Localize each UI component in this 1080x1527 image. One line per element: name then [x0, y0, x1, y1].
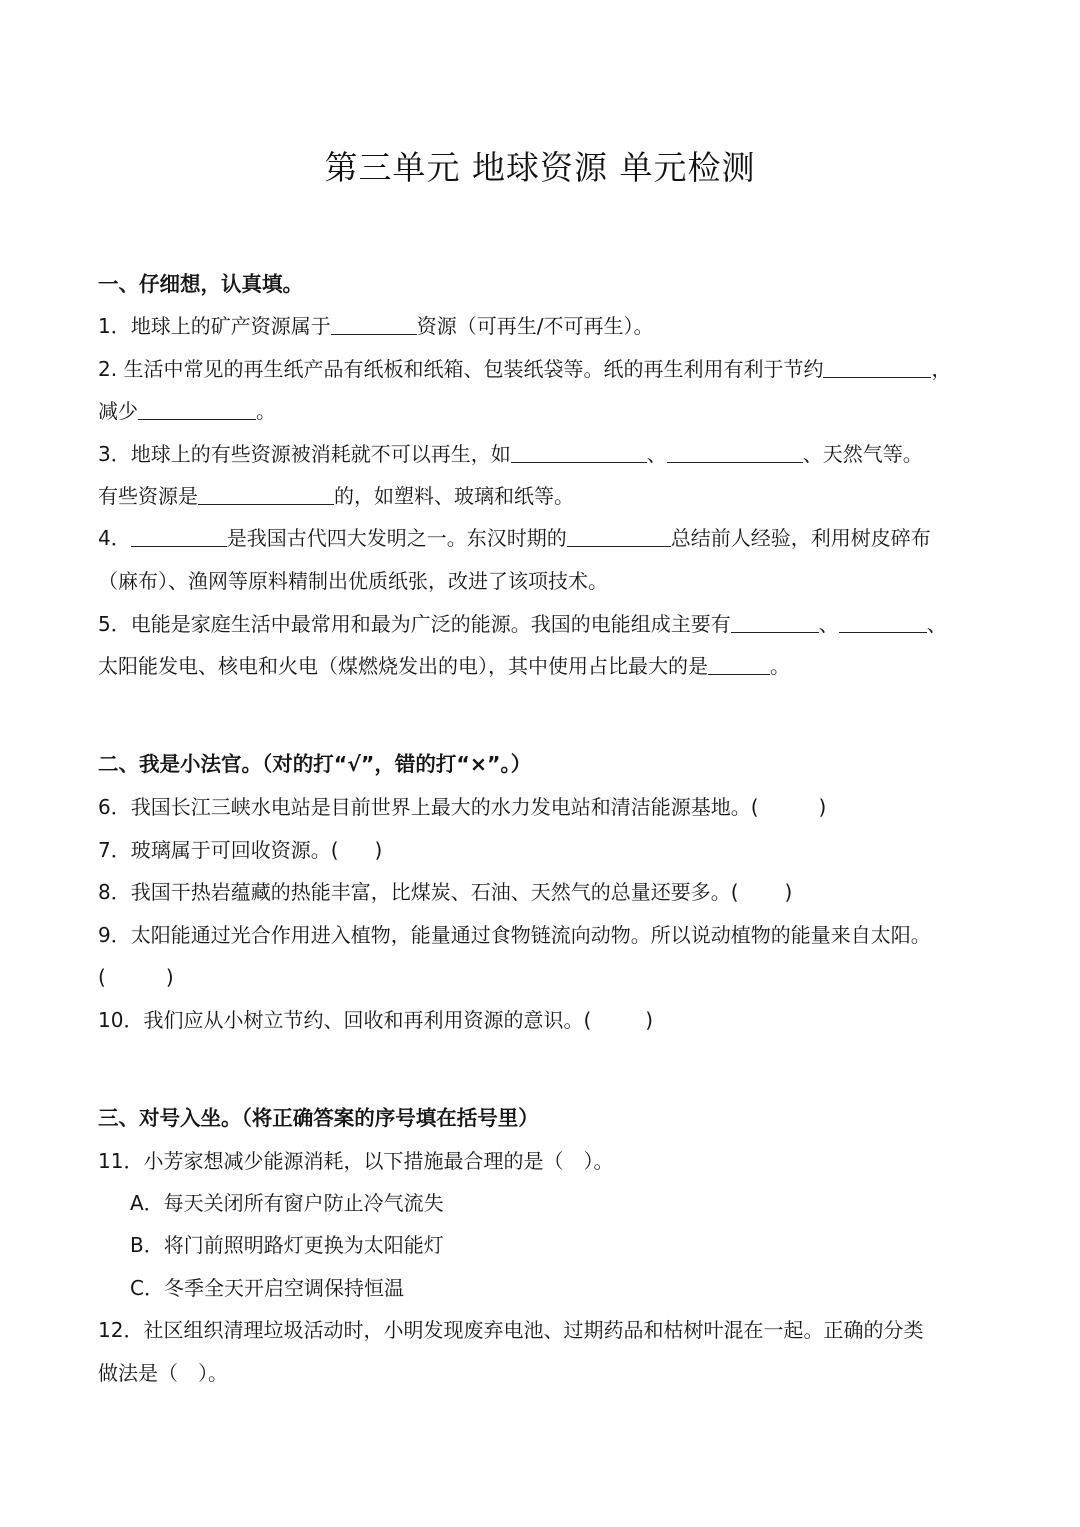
question-5: 5．电能是家庭生活中最常用和最为广泛的能源。我国的电能组成主要有 、 、	[98, 612, 947, 636]
question-9-cont: ( )	[98, 965, 174, 989]
answer-blank[interactable]	[131, 524, 227, 547]
answer-blank[interactable]	[138, 397, 256, 420]
question-12-cont: 做法是（ ）。	[98, 1361, 228, 1385]
option-a[interactable]: A．每天关闭所有窗户防止冷气流失	[130, 1191, 444, 1215]
question-12: 12．社区组织清理垃圾活动时，小明发现废弃电池、过期药品和枯树叶混在一起。正确的分类	[98, 1318, 924, 1342]
question-10: 10．我们应从小树立节约、回收和再利用资源的意识。( )	[98, 1008, 654, 1032]
question-1: 1．地球上的矿产资源属于 资源（可再生/不可再生）。	[98, 314, 654, 338]
option-b[interactable]: B．将门前照明路灯更换为太阳能灯	[130, 1233, 444, 1257]
question-3-cont: 有些资源是 的，如塑料、玻璃和纸等。	[98, 484, 574, 508]
answer-blank[interactable]	[667, 440, 803, 463]
question-6: 6．我国长江三峡水电站是目前世界上最大的水力发电站和清洁能源基地。( )	[98, 795, 827, 819]
question-4-cont: （麻布）、渔网等原料精制出优质纸张，改进了该项技术。	[98, 569, 608, 593]
answer-blank[interactable]	[511, 440, 647, 463]
question-5-cont: 太阳能发电、核电和火电（煤燃烧发出的电），其中使用占比最大的是 。	[98, 654, 790, 678]
question-11: 11．小芳家想减少能源消耗，以下措施最合理的是（ ）。	[98, 1149, 614, 1173]
option-c[interactable]: C．冬季全天开启空调保持恒温	[130, 1276, 404, 1300]
question-7: 7．玻璃属于可回收资源。( )	[98, 838, 383, 862]
question-4: 4． 是我国古代四大发明之一。东汉时期的 总结前人经验，利用树皮碎布	[98, 526, 931, 550]
question-2-cont: 减少 。	[98, 399, 276, 423]
page-title: 第三单元 地球资源 单元检测	[324, 148, 756, 187]
answer-blank[interactable]	[823, 355, 931, 378]
answer-blank[interactable]	[839, 610, 927, 633]
question-3: 3．地球上的有些资源被消耗就不可以再生，如 、 、天然气等。	[98, 442, 923, 466]
section-2-heading: 二、我是小法官。（对的打“√”，错的打“×”。）	[98, 752, 532, 776]
question-9: 9．太阳能通过光合作用进入植物，能量通过食物链流向动物。所以说动植物的能量来自太阳。	[98, 923, 931, 947]
answer-blank[interactable]	[567, 524, 671, 547]
question-8: 8．我国干热岩蕴藏的热能丰富，比煤炭、石油、天然气的总量还要多。( )	[98, 880, 793, 904]
section-1-heading: 一、仔细想，认真填。	[98, 272, 303, 296]
answer-blank[interactable]	[708, 652, 770, 675]
answer-blank[interactable]	[331, 312, 417, 335]
section-3-heading: 三、对号入坐。（将正确答案的序号填在括号里）	[98, 1106, 539, 1130]
question-2: 2. 生活中常见的再生纸产品有纸板和纸箱、包装纸袋等。纸的再生利用有利于节约 ，	[98, 357, 952, 381]
answer-blank[interactable]	[731, 610, 819, 633]
answer-blank[interactable]	[198, 482, 334, 505]
